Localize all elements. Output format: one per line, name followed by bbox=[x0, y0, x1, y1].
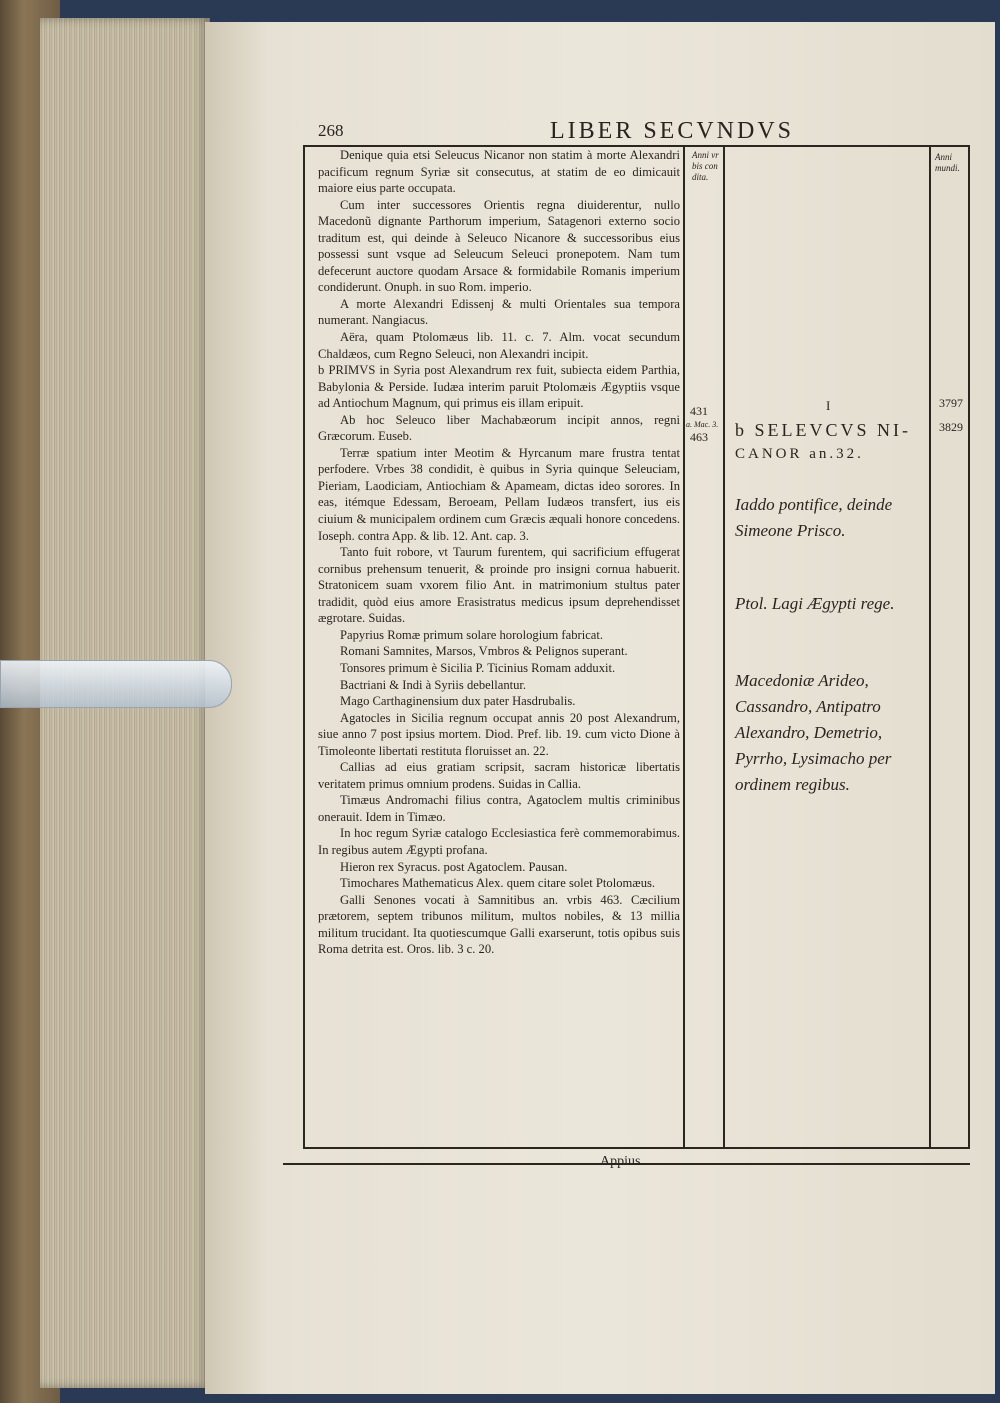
urbis-year-431: 431 bbox=[690, 404, 708, 418]
urbis-macc-note: a. Mac. 3. bbox=[686, 420, 719, 429]
main-column-rule bbox=[683, 145, 685, 1149]
plastic-page-marker bbox=[0, 660, 232, 708]
urbis-year-463: 463 bbox=[690, 430, 708, 444]
paragraph: A morte Alexandri Edissenj & multi Orientales sua tempora numerant. Nangiacus. bbox=[318, 296, 680, 328]
paragraph: Denique quia etsi Seleucus Nicanor non statim à morte Alexandri pacificum regnum Syriæ sit consecutus, at statim de eo dimicauit maiore eius parte occupata. bbox=[318, 148, 680, 196]
page-number: 268 bbox=[318, 121, 344, 140]
paragraph: Mago Carthaginensium dux pater Hasdrubalis. bbox=[340, 694, 576, 709]
bottom-rule bbox=[303, 1147, 970, 1149]
catchword: Appius bbox=[600, 1154, 641, 1169]
paragraph: Bactriani & Indi à Syriis debellantur. bbox=[340, 677, 527, 692]
paragraph: Timochares Mathematicus Alex. quem citare solet Ptolomæus. bbox=[340, 876, 656, 891]
paragraph: Romani Samnites, Marsos, Vmbros & Pelignos superant. bbox=[340, 644, 628, 659]
king-line-2: CANOR an.32. bbox=[735, 446, 864, 462]
king-line-1: b SELEVCVS NI- bbox=[735, 420, 911, 440]
mundi-column-rule-left bbox=[929, 145, 931, 1149]
main-text-column bbox=[318, 147, 680, 958]
paragraph: Ab hoc Seleuco liber Machabæorum incipit annos, regni Græcorum. Euseb. bbox=[318, 412, 680, 444]
paragraph: Callias ad eius gratiam scripsit, sacram historicæ libertatis veritatem primus omnium prodens. Suidas in Callia. bbox=[318, 760, 680, 791]
paragraph: Hieron rex Syracus. post Agatoclem. Pausan. bbox=[340, 859, 568, 874]
paragraph: Tonsores primum è Sicilia P. Ticinius Romam adduxit. bbox=[340, 660, 616, 675]
anni-urbis-label: Anni vr bis con dita. bbox=[692, 150, 719, 182]
paragraph: Terræ spatium inter Meotim & Hyrcanum mare frustra tentat perfodere. Vrbes 38 condidit, è quibus in Syria quinque Seleuciam, Pieriam, Laodiciam, Antiochiam & Apameam, dictas ideo sorores. In eas, itémque Edessam, Beroeam, Pellam Iudæos transfert, ius eis ciuium & municipalem ordinem cum Græcis æquali honore concedens. Ioseph. contra App. & lib. 12. Ant. cap. 3. bbox=[318, 445, 680, 543]
macedonia-kings-entry: Macedoniæ Arideo, Cassandro, Antipatro Alexandro, Demetrio, Pyrrho, Lysimacho per ordinem regibus. bbox=[735, 671, 892, 794]
paragraph: Cum inter successores Orientis regna diuiderentur, nullo Macedonũ dignante Parthorum imperium, Satagenori externo socio traditum est, qui deinde à Seleuco Nicanore & successoribus eius possessi sunt vsque ad Seleucum Seleuci pronepotem. Nam tum defecerunt auctore quodam Arsace & formidabile Romanis imperium condiderunt. Onuph. in suo Rom. imperio. bbox=[318, 197, 680, 295]
mundi-year-3829: 3829 bbox=[939, 420, 963, 434]
left-rule bbox=[303, 145, 305, 1149]
paragraph: Aëra, quam Ptolomæus lib. 11. c. 7. Alm. vocat secundum Chaldæos, cum Regno Seleuci, non Alexandri incipit. bbox=[318, 330, 680, 361]
king-number: I bbox=[826, 398, 831, 413]
paragraph: Tanto fuit robore, vt Taurum furentem, qui sacrificium effugerat cornibus prehensum tenuerit, & proinde pro insigni cornua habuerit. Stratonicem suam vxorem filio Ant. in matrimonium stultus pater tradidit, quòd eius amore Erasistratus medicus ipsum deprehendisset ægrotare. Suidas. bbox=[318, 545, 680, 626]
paragraph: Timæus Andromachi filius contra, Agatoclem multis criminibus onerauit. Idem in Timæo. bbox=[318, 793, 680, 824]
running-title: LIBER SECVNDVS bbox=[550, 118, 795, 144]
mundi-year-3797: 3797 bbox=[939, 396, 963, 410]
paragraph: Galli Senones vocati à Samnitibus an. vrbis 463. Cæcilium prætorem, septem tribunos militum, multos nobiles, & 13 millia militum trucidant. Ita quotiescumque Galli exarserunt, totis opibus suis Roma detrita est. Oros. lib. 3 c. 20. bbox=[318, 892, 680, 957]
king-entry bbox=[735, 418, 930, 466]
paragraph: Papyrius Romæ primum solare horologium fabricat. bbox=[340, 627, 604, 642]
mundi-column-rule-right bbox=[968, 145, 970, 1149]
paragraph: b PRIMVS in Syria post Alexandrum rex fuit, subiecta eidem Parthia, Babylonia & Perside. Iudæa interim paruit Ptolomæis Ægyptiis vsque ad Antiochum Magnum, qui primus eis illam eripuit. bbox=[318, 363, 680, 411]
anni-mundi-label: Anni mundi. bbox=[935, 152, 960, 173]
paragraph: Agatocles in Sicilia regnum occupat annis 20 post Alexandrum, siue anno 7 post ipsius mortem. Diod. Pref. lib. 19. cum victo Dione à Timoleonte libertati restituta floruisset an. 22. bbox=[318, 710, 680, 758]
paragraph: In hoc regum Syriæ catalogo Ecclesiastica ferè commemorabimus. In regibus autem Ægypti profana. bbox=[318, 826, 680, 857]
urbis-column-rule bbox=[723, 145, 725, 1149]
egypt-king-entry: Ptol. Lagi Ægypti rege. bbox=[735, 594, 895, 613]
pontifex-entry: Iaddo pontifice, deinde Simeone Prisco. bbox=[735, 495, 893, 540]
